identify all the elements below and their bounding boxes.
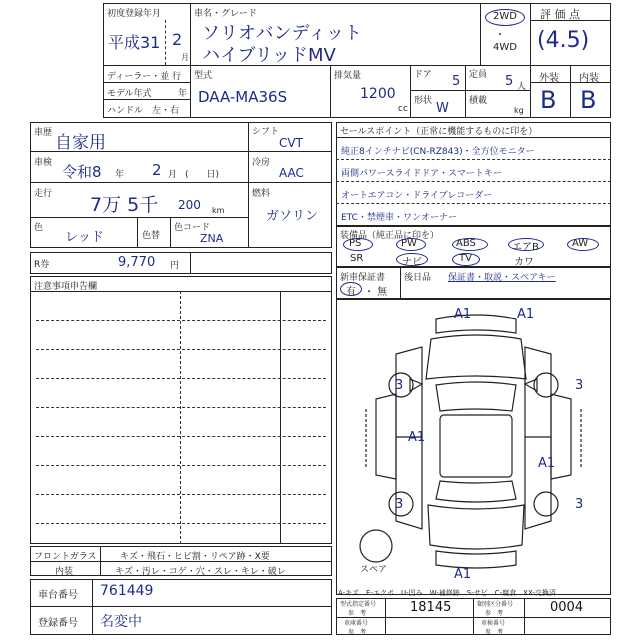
color-label: 色 bbox=[34, 223, 44, 233]
fuel-label: 燃料 bbox=[252, 189, 271, 199]
capacity-unit: 人 bbox=[517, 82, 527, 92]
interior-cond-value: キズ・汚レ・コゲ・穴・スレ・キレ・破レ bbox=[115, 567, 286, 577]
type-label: 型式 bbox=[194, 71, 213, 81]
dealer-label: ディーラー・並 行 bbox=[107, 72, 182, 82]
glass-label: フロントガラス bbox=[34, 552, 97, 562]
model-spec-value: 18145 bbox=[410, 600, 452, 615]
recycle-value: 9,770 bbox=[118, 255, 156, 270]
sales-points-title: セールスポイント（正常に機能するものに印を） bbox=[340, 127, 538, 137]
equip-airbag: エアB bbox=[512, 242, 539, 253]
recycle-unit: 円 bbox=[170, 261, 180, 271]
damage-mark: 3 bbox=[395, 378, 404, 393]
rating-value: (4.5) bbox=[537, 28, 590, 53]
fuel-value: ガソリン bbox=[266, 209, 319, 224]
recycle-frame bbox=[30, 252, 332, 274]
car-no-sub: 参 考 bbox=[348, 629, 367, 636]
use-value: 自家用 bbox=[55, 133, 106, 153]
mileage-label: 走行 bbox=[34, 189, 53, 199]
shape-value: W bbox=[436, 101, 449, 116]
door-label: ドア bbox=[414, 70, 432, 80]
color-change-label: 色替 bbox=[142, 231, 161, 241]
drive-4wd: 4WD bbox=[493, 42, 517, 53]
interior-label: 内装 bbox=[579, 73, 599, 84]
damage-mark: A1 bbox=[538, 456, 556, 471]
mileage-value: 7万 5千 bbox=[90, 194, 159, 216]
km-unit: km bbox=[212, 206, 225, 215]
list-no-sub: 参 考 bbox=[485, 629, 504, 636]
class-value: 0004 bbox=[550, 600, 584, 615]
notes-frame bbox=[30, 276, 332, 544]
interior-cond-label: 内装 bbox=[55, 567, 74, 577]
damage-mark: A1 bbox=[454, 307, 472, 322]
rear-items-label: 後日品 bbox=[404, 273, 432, 283]
equip-aw: AW bbox=[572, 238, 589, 249]
shift-label: シフト bbox=[252, 127, 280, 137]
color-code-label: 色コード bbox=[174, 223, 211, 233]
name-grade-label: 車名・グレード bbox=[194, 9, 258, 19]
equip-tv: TV bbox=[459, 253, 472, 264]
type-value: DAA-MA36S bbox=[198, 88, 288, 106]
car-no-label: 車庫番号 bbox=[344, 620, 369, 627]
class-sub: 参 考 bbox=[485, 610, 504, 617]
year-unit: 年 bbox=[178, 89, 188, 99]
displacement-value: 1200 bbox=[360, 86, 396, 102]
damage-mark: A1 bbox=[408, 430, 426, 445]
model-spec-label: 型式指定番号 bbox=[340, 601, 377, 608]
month-unit: 月 bbox=[181, 53, 189, 62]
shape-label: 形状 bbox=[414, 96, 433, 106]
cc-unit: cc bbox=[398, 104, 408, 114]
kg-unit: kg bbox=[514, 106, 524, 115]
sales-point-item: オートエアコン・ドライブレコーダー bbox=[341, 191, 493, 201]
capacity-label: 定員 bbox=[469, 70, 488, 80]
damage-mark: 3 bbox=[575, 497, 584, 512]
inspection-month-unit: 月 bbox=[168, 170, 178, 180]
damage-mark: A1 bbox=[517, 307, 535, 322]
interior-grade: B bbox=[580, 86, 597, 114]
handle-label: ハンドル 左・右 bbox=[107, 106, 180, 116]
sales-point-item: ETC・禁煙車・ワンオーナー bbox=[341, 213, 457, 223]
shift-value: CVT bbox=[279, 136, 303, 150]
inspection-month: 2 bbox=[152, 161, 162, 179]
damage-legend: A-キズ E-エクボ U-凹み W-補修跡 S-サビ C-腐食 XX-交換済 bbox=[338, 589, 556, 597]
warranty-yes: 有 bbox=[346, 287, 356, 298]
damage-mark: A1 bbox=[454, 567, 472, 582]
reg-label: 登録番号 bbox=[38, 618, 78, 629]
chassis-value: 761449 bbox=[100, 583, 154, 599]
rating-label: 評 価 点 bbox=[540, 8, 580, 21]
glass-value: キズ・飛石・ヒビ割・リペア跡・X要 bbox=[120, 552, 270, 562]
inspection-label: 車検 bbox=[34, 158, 53, 168]
color-value: レッド bbox=[65, 230, 104, 245]
warranty-no: ・ 無 bbox=[364, 287, 388, 298]
recycle-label: R券 bbox=[34, 260, 50, 270]
car-name: ソリオバンディット bbox=[202, 23, 363, 44]
inspection-year-unit: 年 bbox=[115, 170, 125, 180]
equip-abs: ABS bbox=[456, 238, 476, 249]
load-label: 積載 bbox=[469, 96, 488, 106]
warranty-label: 新車保証書 bbox=[340, 273, 386, 283]
displacement-label: 排気量 bbox=[334, 71, 362, 81]
damage-mark: 3 bbox=[395, 497, 404, 512]
use-label: 車歴 bbox=[34, 128, 53, 138]
ac-value: AAC bbox=[279, 166, 304, 180]
inspection-day: ( 日) bbox=[185, 170, 220, 180]
ac-label: 冷房 bbox=[252, 158, 271, 168]
sales-point-item: 両側パワースライドドア・スマートキー bbox=[341, 169, 502, 179]
class-label: 類別区分番号 bbox=[477, 601, 514, 608]
equip-pw: PW bbox=[401, 238, 417, 249]
equip-navi: ナビ bbox=[402, 257, 422, 268]
inspection-era: 令和8 bbox=[62, 163, 102, 181]
door-value: 5 bbox=[452, 74, 461, 89]
list-no-label: 車検番号 bbox=[481, 620, 506, 627]
sales-point-item: 純正8インチナビ(CN-RZ843)・全方位モニター bbox=[341, 147, 535, 157]
color-code-value: ZNA bbox=[200, 232, 224, 245]
capacity-value: 5 bbox=[505, 74, 514, 89]
car-diagram bbox=[336, 299, 611, 595]
first-reg-month: 2 bbox=[172, 30, 183, 49]
damage-mark: 3 bbox=[575, 378, 584, 393]
spare-label: スペア bbox=[360, 565, 388, 575]
drive-2wd: 2WD bbox=[493, 11, 517, 22]
rear-items-value: 保証書・取説・スペアキー bbox=[448, 273, 556, 283]
equip-ps: PS bbox=[349, 238, 362, 249]
chassis-label: 車台番号 bbox=[38, 590, 78, 601]
equip-sr: SR bbox=[350, 253, 364, 264]
reg-value: 名変中 bbox=[100, 614, 142, 630]
exterior-grade: B bbox=[540, 86, 557, 114]
first-reg-era: 平成31 bbox=[108, 33, 161, 52]
model-year-label: モデル年式 bbox=[107, 89, 152, 99]
first-reg-label: 初度登録年月 bbox=[107, 9, 162, 19]
exterior-label: 外装 bbox=[539, 73, 559, 84]
equipment-title: 装備品（純正品に印を） bbox=[340, 231, 440, 241]
drive-dot: ・ bbox=[495, 30, 505, 41]
mileage-extra: 200 bbox=[178, 198, 201, 212]
equip-leather: カワ bbox=[514, 257, 534, 268]
car-grade: ハイブリッドMV bbox=[202, 45, 336, 66]
notes-label: 注意事項申告欄 bbox=[34, 282, 98, 292]
model-spec-sub: 参 考 bbox=[348, 610, 367, 617]
